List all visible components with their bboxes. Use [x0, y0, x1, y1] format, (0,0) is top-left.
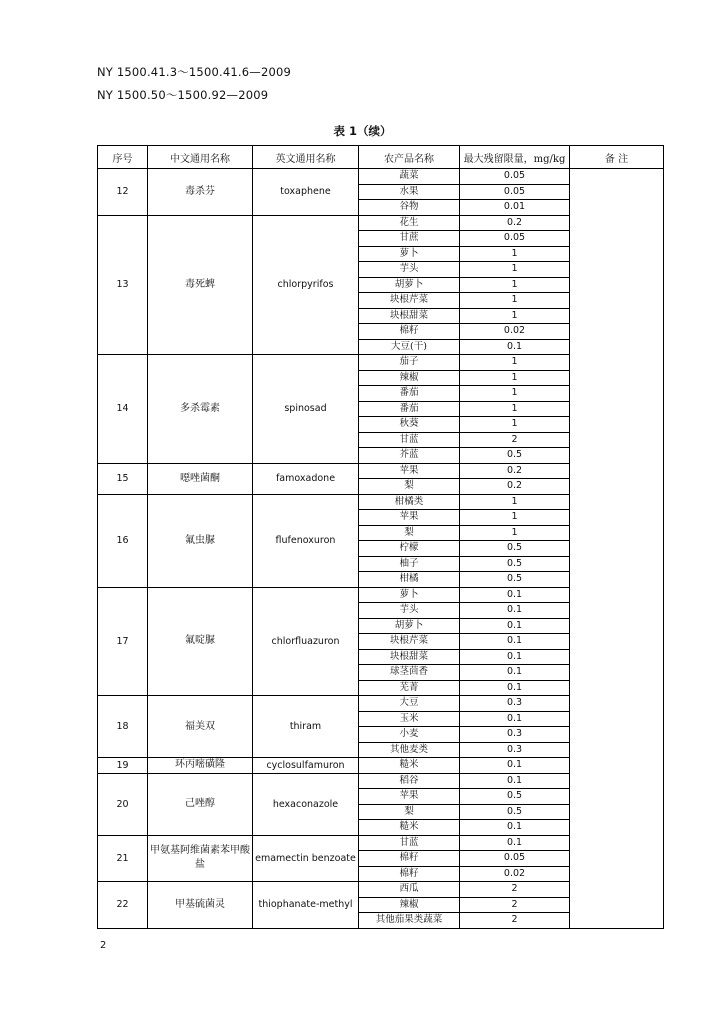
crop-name: 苹果 [359, 463, 460, 479]
max-residue-limit: 0.05 [460, 851, 570, 867]
max-residue-limit: 1 [460, 262, 570, 278]
row-number: 17 [98, 587, 148, 696]
max-residue-limit: 1 [460, 417, 570, 433]
max-residue-limit: 0.2 [460, 215, 570, 231]
crop-name: 糙米 [359, 758, 460, 774]
max-residue-limit: 1 [460, 510, 570, 526]
crop-name: 番茄 [359, 401, 460, 417]
max-residue-limit: 0.02 [460, 324, 570, 340]
crop-name: 胡萝卜 [359, 277, 460, 293]
max-residue-limit: 0.05 [460, 169, 570, 185]
crop-name: 块根甜菜 [359, 308, 460, 324]
max-residue-limit: 1 [460, 525, 570, 541]
crop-name: 其他麦类 [359, 742, 460, 758]
max-residue-limit: 2 [460, 913, 570, 929]
pesticide-chinese-name: 甲氨基阿维菌素苯甲酸盐 [148, 835, 253, 882]
crop-name: 谷物 [359, 200, 460, 216]
crop-name: 小麦 [359, 727, 460, 743]
col-header-mrl: 最大残留限量，mg/kg [460, 146, 570, 169]
crop-name: 芥蓝 [359, 448, 460, 464]
crop-name: 柑橘 [359, 572, 460, 588]
pesticide-english-name: cyclosulfamuron [253, 758, 359, 774]
crop-name: 番茄 [359, 386, 460, 402]
crop-name: 大豆 [359, 696, 460, 712]
crop-name: 棉籽 [359, 851, 460, 867]
row-number: 21 [98, 835, 148, 882]
max-residue-limit: 0.05 [460, 231, 570, 247]
crop-name: 糙米 [359, 820, 460, 836]
remarks [570, 169, 664, 929]
pesticide-chinese-name: 噁唑菌酮 [148, 463, 253, 494]
crop-name: 甘蓝 [359, 835, 460, 851]
pesticide-chinese-name: 氟啶脲 [148, 587, 253, 696]
crop-name: 秋葵 [359, 417, 460, 433]
max-residue-limit: 0.2 [460, 463, 570, 479]
crop-name: 芋头 [359, 603, 460, 619]
pesticide-chinese-name: 环丙嘧磺隆 [148, 758, 253, 774]
crop-name: 柠檬 [359, 541, 460, 557]
pesticide-chinese-name: 多杀霉素 [148, 355, 253, 464]
crop-name: 萝卜 [359, 587, 460, 603]
max-residue-limit: 0.3 [460, 727, 570, 743]
max-residue-limit: 0.1 [460, 835, 570, 851]
crop-name: 芜菁 [359, 680, 460, 696]
row-number: 15 [98, 463, 148, 494]
crop-name: 茄子 [359, 355, 460, 371]
table-row [98, 169, 664, 185]
row-number: 20 [98, 773, 148, 835]
crop-name: 辣椒 [359, 897, 460, 913]
pesticide-chinese-name: 福美双 [148, 696, 253, 758]
max-residue-limit: 0.1 [460, 758, 570, 774]
max-residue-limit: 0.5 [460, 556, 570, 572]
max-residue-limit: 0.5 [460, 789, 570, 805]
max-residue-limit: 1 [460, 277, 570, 293]
col-header-remarks: 备 注 [570, 146, 664, 169]
max-residue-limit: 0.1 [460, 665, 570, 681]
crop-name: 萝卜 [359, 246, 460, 262]
max-residue-limit: 2 [460, 897, 570, 913]
crop-name: 辣椒 [359, 370, 460, 386]
max-residue-limit: 0.1 [460, 680, 570, 696]
col-header-chinese-name: 中文通用名称 [148, 146, 253, 169]
crop-name: 甘蓝 [359, 432, 460, 448]
pesticide-chinese-name: 氟虫脲 [148, 494, 253, 587]
max-residue-limit: 1 [460, 293, 570, 309]
max-residue-limit: 1 [460, 386, 570, 402]
residue-limit-table [97, 145, 664, 929]
max-residue-limit: 0.1 [460, 711, 570, 727]
pesticide-english-name: thiram [253, 696, 359, 758]
max-residue-limit: 2 [460, 432, 570, 448]
table-caption: 表 1（续） [333, 124, 392, 138]
max-residue-limit: 0.1 [460, 773, 570, 789]
row-number: 14 [98, 355, 148, 464]
table-header-row [98, 146, 664, 169]
crop-name: 稻谷 [359, 773, 460, 789]
crop-name: 大豆(干) [359, 339, 460, 355]
crop-name: 柚子 [359, 556, 460, 572]
pesticide-english-name: spinosad [253, 355, 359, 464]
max-residue-limit: 0.5 [460, 541, 570, 557]
max-residue-limit: 1 [460, 494, 570, 510]
max-residue-limit: 0.1 [460, 634, 570, 650]
pesticide-chinese-name: 毒死蜱 [148, 215, 253, 355]
pesticide-english-name: famoxadone [253, 463, 359, 494]
col-header-crop: 农产品名称 [359, 146, 460, 169]
crop-name: 柑橘类 [359, 494, 460, 510]
max-residue-limit: 0.1 [460, 339, 570, 355]
crop-name: 蔬菜 [359, 169, 460, 185]
pesticide-english-name: thiophanate-methyl [253, 882, 359, 929]
max-residue-limit: 0.3 [460, 696, 570, 712]
crop-name: 花生 [359, 215, 460, 231]
crop-name: 块根芹菜 [359, 634, 460, 650]
crop-name: 胡萝卜 [359, 618, 460, 634]
crop-name: 其他茄果类蔬菜 [359, 913, 460, 929]
page-number: 2 [100, 940, 107, 951]
max-residue-limit: 1 [460, 401, 570, 417]
row-number: 13 [98, 215, 148, 355]
crop-name: 苹果 [359, 789, 460, 805]
max-residue-limit: 1 [460, 246, 570, 262]
max-residue-limit: 1 [460, 308, 570, 324]
pesticide-chinese-name: 甲基硫菌灵 [148, 882, 253, 929]
max-residue-limit: 0.2 [460, 479, 570, 495]
max-residue-limit: 0.1 [460, 820, 570, 836]
crop-name: 芋头 [359, 262, 460, 278]
pesticide-english-name: chlorpyrifos [253, 215, 359, 355]
pesticide-english-name: hexaconazole [253, 773, 359, 835]
max-residue-limit: 1 [460, 370, 570, 386]
max-residue-limit: 2 [460, 882, 570, 898]
crop-name: 甘蔗 [359, 231, 460, 247]
crop-name: 块根甜菜 [359, 649, 460, 665]
pesticide-chinese-name: 己唑醇 [148, 773, 253, 835]
pesticide-english-name: emamectin benzoate [253, 835, 359, 882]
crop-name: 西瓜 [359, 882, 460, 898]
row-number: 12 [98, 169, 148, 216]
col-header-no: 序号 [98, 146, 148, 169]
crop-name: 梨 [359, 804, 460, 820]
max-residue-limit: 0.1 [460, 603, 570, 619]
standard-number-line-1: NY 1500.41.3～1500.41.6—2009 [97, 65, 292, 79]
max-residue-limit: 0.3 [460, 742, 570, 758]
pesticide-english-name: chlorfluazuron [253, 587, 359, 696]
max-residue-limit: 0.01 [460, 200, 570, 216]
crop-name: 球茎茴香 [359, 665, 460, 681]
table-body [98, 169, 664, 929]
max-residue-limit: 0.1 [460, 587, 570, 603]
crop-name: 块根芹菜 [359, 293, 460, 309]
crop-name: 苹果 [359, 510, 460, 526]
max-residue-limit: 0.05 [460, 184, 570, 200]
crop-name: 棉籽 [359, 324, 460, 340]
max-residue-limit: 0.5 [460, 804, 570, 820]
crop-name: 棉籽 [359, 866, 460, 882]
max-residue-limit: 0.5 [460, 572, 570, 588]
row-number: 22 [98, 882, 148, 929]
row-number: 16 [98, 494, 148, 587]
max-residue-limit: 0.1 [460, 649, 570, 665]
max-residue-limit: 0.1 [460, 618, 570, 634]
row-number: 19 [98, 758, 148, 774]
crop-name: 水果 [359, 184, 460, 200]
crop-name: 梨 [359, 525, 460, 541]
standard-number-line-2: NY 1500.50～1500.92—2009 [97, 88, 269, 102]
max-residue-limit: 0.5 [460, 448, 570, 464]
crop-name: 玉米 [359, 711, 460, 727]
pesticide-english-name: toxaphene [253, 169, 359, 216]
crop-name: 梨 [359, 479, 460, 495]
pesticide-chinese-name: 毒杀芬 [148, 169, 253, 216]
col-header-english-name: 英文通用名称 [253, 146, 359, 169]
row-number: 18 [98, 696, 148, 758]
max-residue-limit: 1 [460, 355, 570, 371]
pesticide-english-name: flufenoxuron [253, 494, 359, 587]
max-residue-limit: 0.02 [460, 866, 570, 882]
